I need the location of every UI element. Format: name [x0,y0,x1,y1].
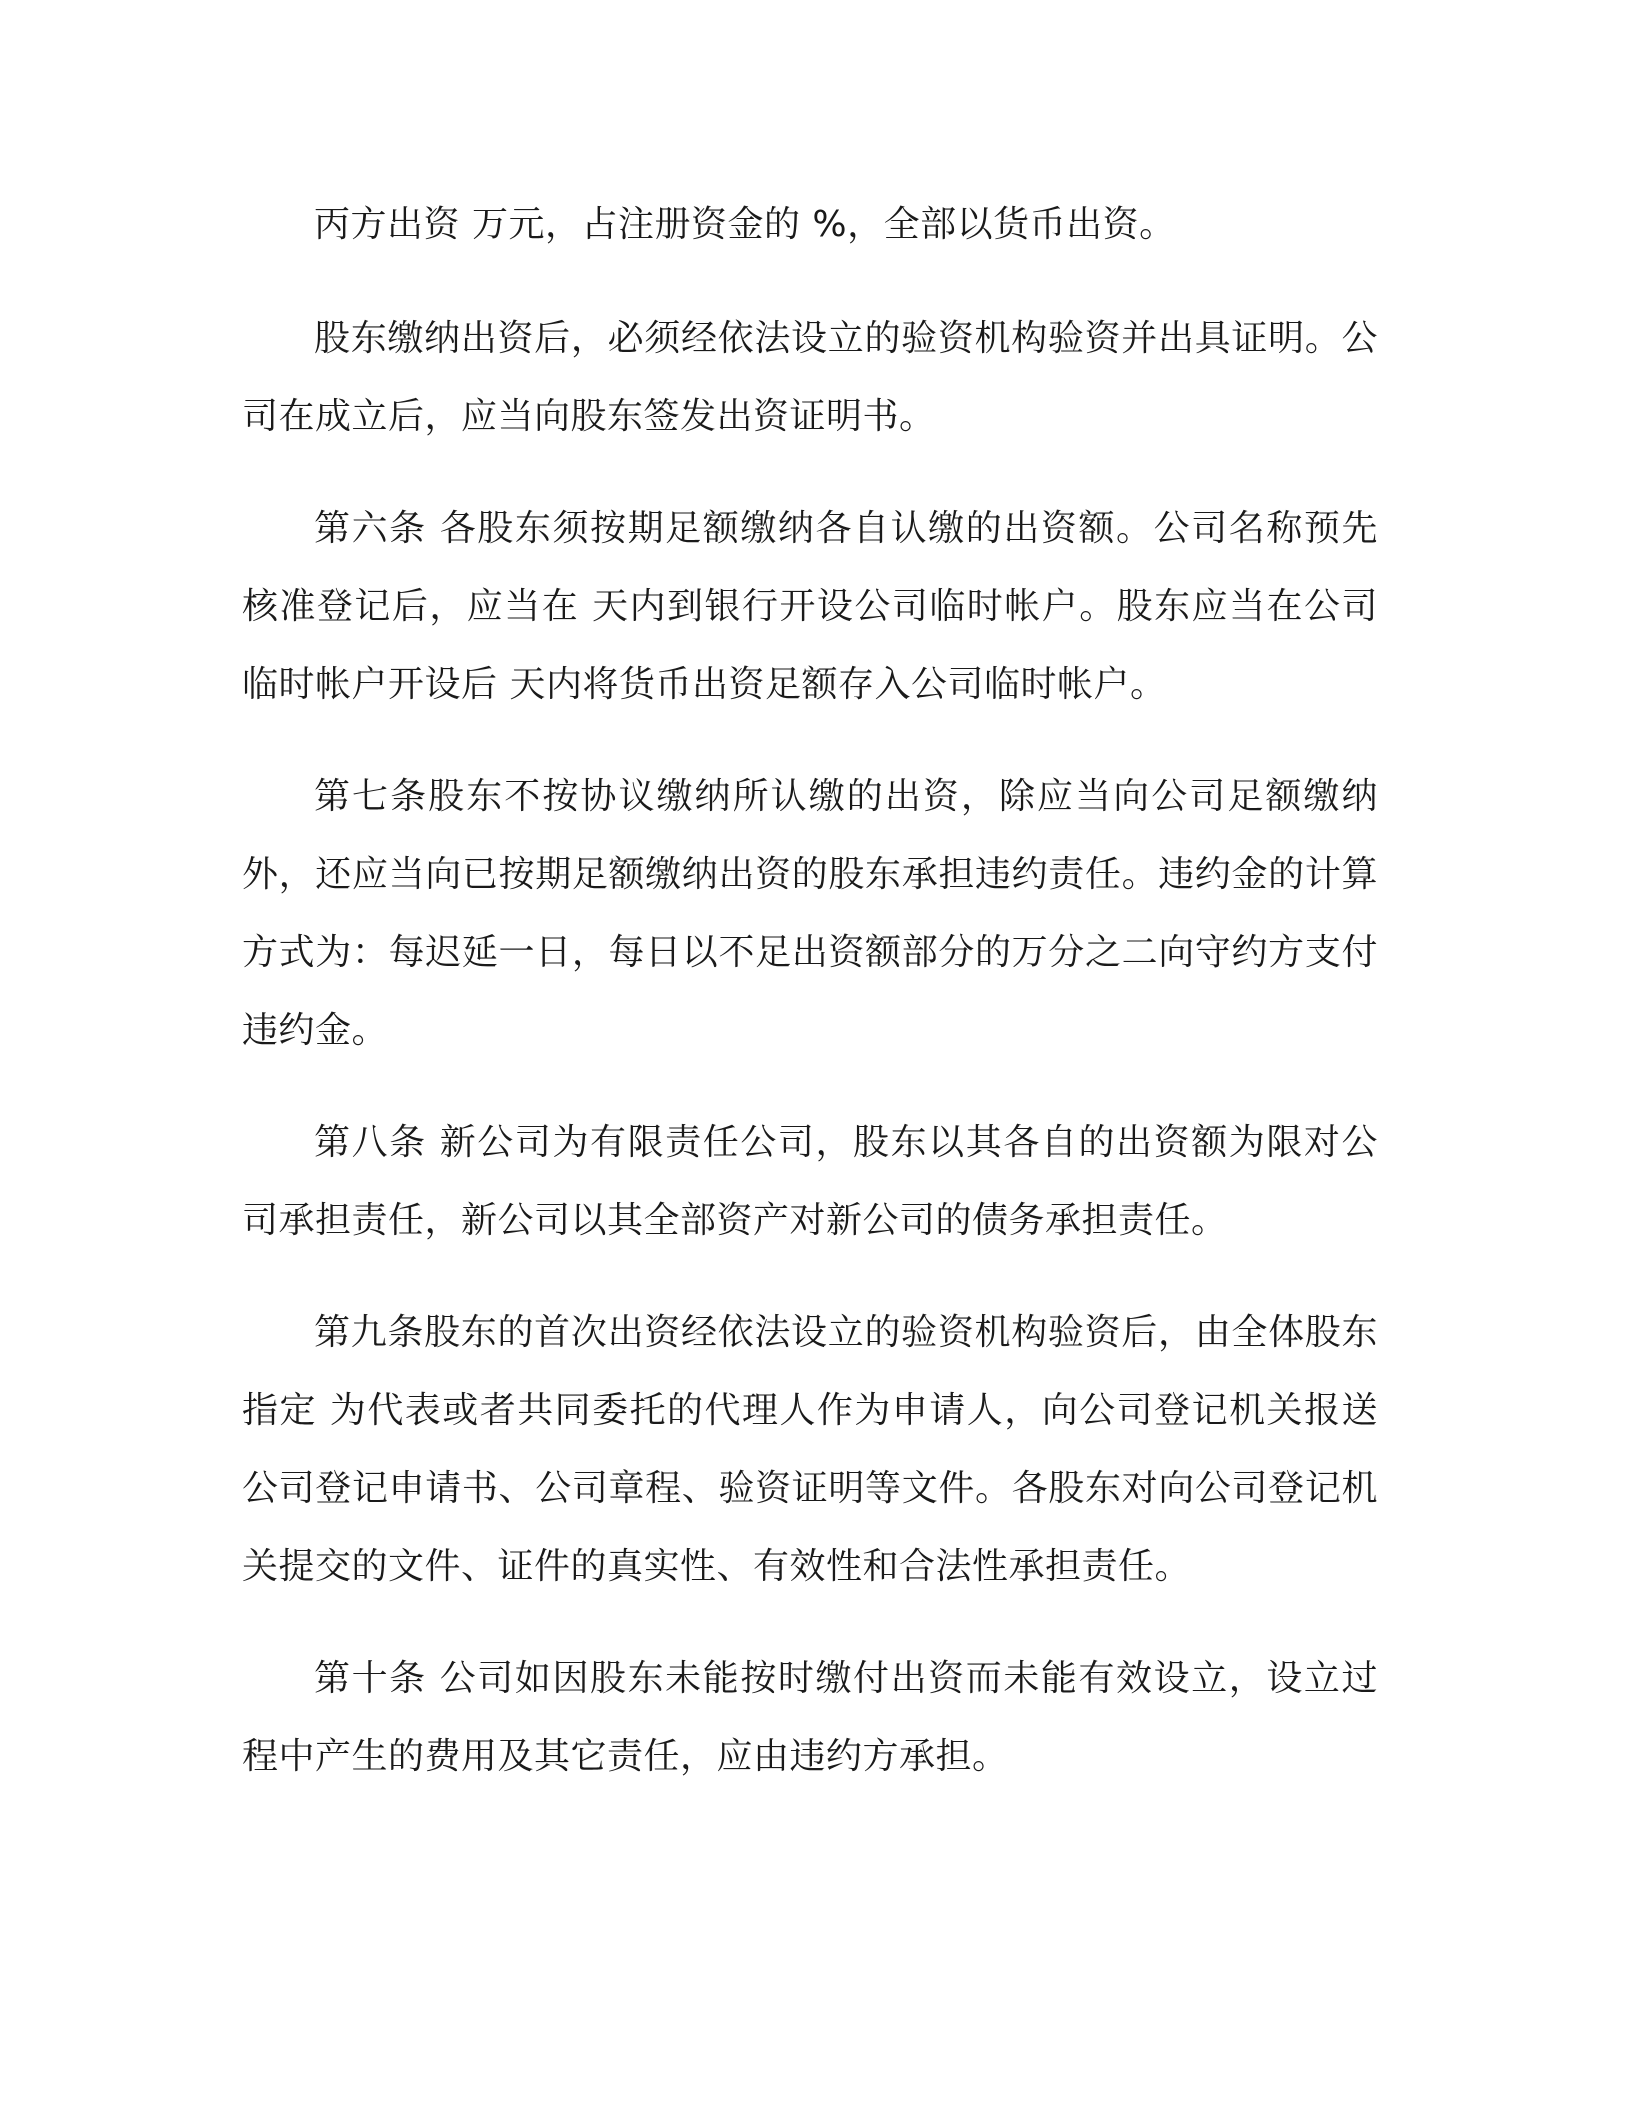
document-body [242,186,1378,1796]
paragraph-article-8: 第八条 新公司为有限责任公司，股东以其各自的出资额为限对公司承担责任，新公司以其全部资产对新公司的债务承担责任。 [242,1122,1378,1241]
paragraph-article-6: 第六条 各股东须按期足额缴纳各自认缴的出资额。公司名称预先核准登记后，应当在 天内到银行开设公司临时帐户。股东应当在公司临时帐户开设后 天内将货币出资足额存入公司临时帐户。 [242,508,1378,705]
paragraph-capital-verification: 股东缴纳出资后，必须经依法设立的验资机构验资并出具证明。公司在成立后，应当向股东签发出资证明书。 [242,318,1378,437]
paragraph-article-7: 第七条股东不按协议缴纳所认缴的出资，除应当向公司足额缴纳外，还应当向已按期足额缴纳出资的股东承担违约责任。违约金的计算方式为：每迟延一日，每日以不足出资额部分的万分之二向守约方支付违约金。 [242,776,1378,1051]
paragraph-article-10: 第十条 公司如因股东未能按时缴付出资而未能有效设立，设立过程中产生的费用及其它责任，应由违约方承担。 [242,1658,1378,1777]
paragraph-article-9: 第九条股东的首次出资经依法设立的验资机构验资后，由全体股东指定 为代表或者共同委托的代理人作为申请人，向公司登记机关报送公司登记申请书、公司章程、验资证明等文件。各股东对向公司登记机关提交的文件、证件的真实性、有效性和合法性承担责任。 [242,1312,1378,1587]
paragraph-capital-contribution: 丙方出资 万元，占注册资金的 %，全部以货币出资。 [314,204,1176,245]
